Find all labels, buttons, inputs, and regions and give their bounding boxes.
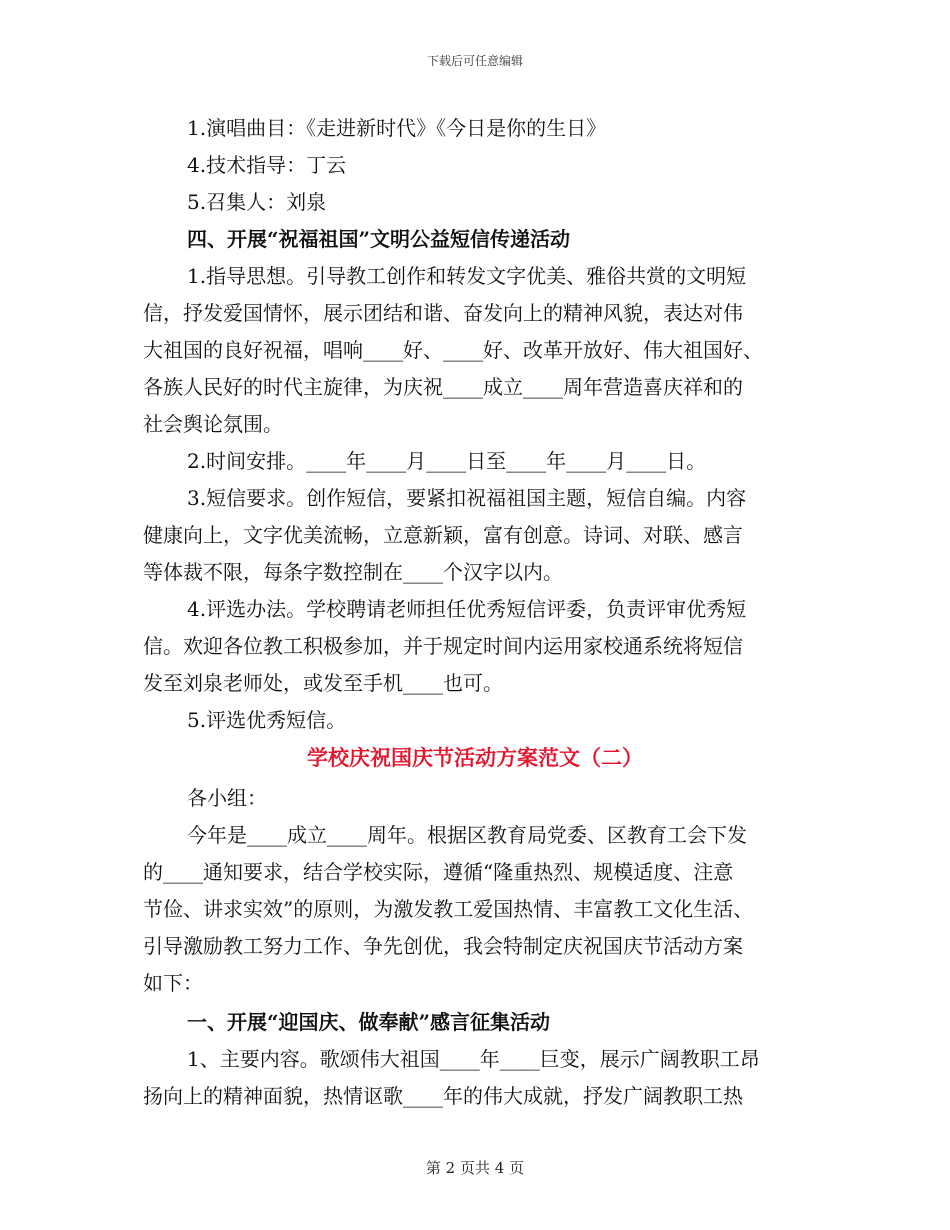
- body-line: 今年是____成立____周年。根据区教育局党委、区教育工会下发: [187, 823, 747, 847]
- page-header: 下载后可任意编辑: [426, 54, 523, 68]
- body-line: 发至刘泉老师处，或发至手机____也可。: [143, 671, 503, 695]
- section-heading: 四、开展“祝福祖国”文明公益短信传递活动: [187, 227, 571, 251]
- body-line: 1、主要内容。歌颂伟大祖国____年____巨变，展示广阔教职工昂: [187, 1047, 760, 1071]
- body-line: 各族人民好的时代主旋律，为庆祝____成立____周年营造喜庆祥和的: [143, 375, 743, 399]
- body-line: 1.演唱曲目：《走进新时代》《今日是你的生日》: [187, 116, 607, 140]
- section-heading: 一、开展“迎国庆、做奉献”感言征集活动: [187, 1010, 551, 1034]
- body-line: 扬向上的精神面貌，热情讴歌____年的伟大成就，抒发广阔教职工热: [143, 1084, 743, 1108]
- body-line: 4.评选办法。学校聘请老师担任优秀短信评委，负责评审优秀短: [187, 597, 747, 621]
- body-line: 节俭、讲求实效”的原则，为激发教工爱国热情、丰富教工文化生活、: [143, 897, 754, 921]
- body-line: 等体裁不限，每条字数控制在____个汉字以内。: [143, 560, 563, 584]
- body-line: 2.时间安排。____年____月____日至____年____月____日。: [187, 449, 707, 473]
- body-line: 1.指导思想。引导教工创作和转发文字优美、雅俗共赏的文明短: [187, 264, 747, 288]
- body-line: 3.短信要求。创作短信，要紧扣祝福祖国主题，短信自编。内容: [187, 486, 747, 510]
- body-line: 社会舆论氛围。: [143, 412, 283, 436]
- body-line: 信，抒发爱国情怀，展示团结和谐、奋发向上的精神风貌，表达对伟: [143, 301, 743, 325]
- body-line: 各小组：: [187, 786, 267, 810]
- body-line: 引导激励教工努力工作、争先创优，我会特制定庆祝国庆节活动方案: [143, 934, 743, 958]
- body-line: 健康向上，文字优美流畅，立意新颖，富有创意。诗词、对联、感言: [143, 523, 743, 547]
- body-line: 5.召集人：刘泉: [187, 190, 327, 214]
- body-line: 如下：: [143, 971, 203, 995]
- body-line: 5.评选优秀短信。: [187, 708, 347, 732]
- document-title: 学校庆祝国庆节活动方案范文（二）: [307, 745, 643, 770]
- body-line: 4.技术指导：丁云: [187, 153, 347, 177]
- body-line: 的____通知要求，结合学校实际，遵循“隆重热烈、规模适度、注意: [143, 860, 734, 884]
- page-footer: 第 2 页共 4 页: [425, 1159, 525, 1177]
- body-line: 大祖国的良好祝福，唱响____好、____好、改革开放好、伟大祖国好、: [143, 338, 763, 362]
- body-line: 信。欢迎各位教工积极参加，并于规定时间内运用家校通系统将短信: [143, 634, 743, 658]
